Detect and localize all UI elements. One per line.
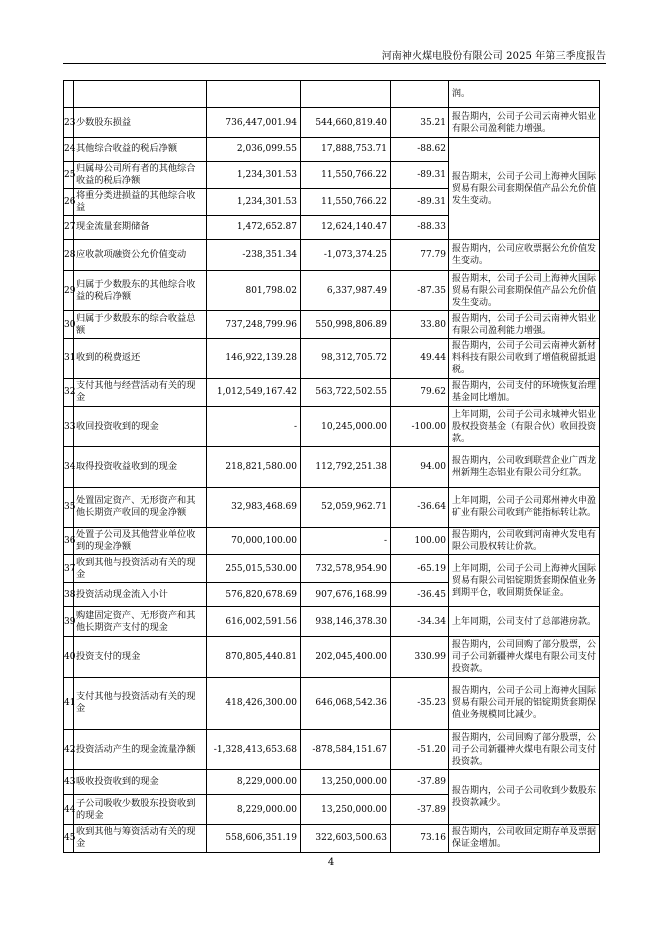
- reason-cell: 报告期内，公司子公司云南神火新材料科技有限公司收到了增值税留抵退税。: [449, 338, 600, 378]
- prior-value-cell: 907,676,168.99: [301, 583, 391, 607]
- item-cell: 投资活动现金流入小计: [74, 583, 207, 607]
- current-value-cell: 576,820,678.69: [207, 583, 301, 607]
- reason-cell: 报告期内，公司收回定期存单及票据保证金增加。: [449, 824, 600, 852]
- row-index: 31: [64, 338, 74, 378]
- current-value-cell: 1,012,549,167.42: [207, 378, 301, 406]
- prior-value-cell: 13,250,000.00: [301, 795, 391, 824]
- financial-change-table: [63, 80, 600, 853]
- prior-value-cell: 550,998,806.89: [301, 311, 391, 338]
- current-value-cell: 146,922,139.28: [207, 338, 301, 378]
- table-row: [64, 138, 600, 161]
- item-cell: 收到其他与投资活动有关的现金: [74, 554, 207, 582]
- prior-value-cell: 563,722,502.55: [301, 378, 391, 406]
- reason-cell: 上年同期，公司子公司永城神火铝业股权投资基金（有限合伙）收回投资款。: [449, 407, 600, 447]
- current-value-cell: 558,606,351.19: [207, 824, 301, 852]
- prior-value-cell: 938,146,378.30: [301, 607, 391, 637]
- table-row: [64, 770, 600, 795]
- reason-cell: 上年同期，公司子公司郑州神火申盈矿业有限公司收到产能指标转让款。: [449, 487, 600, 527]
- prior-value-cell: 52,059,962.71: [301, 487, 391, 527]
- item-cell: 投资支付的现金: [74, 637, 207, 677]
- page-number: 4: [327, 857, 335, 868]
- current-value-cell: 736,447,001.94: [207, 108, 301, 138]
- current-value-cell: 1,234,301.53: [207, 188, 301, 215]
- change-pct-cell: -88.62: [391, 138, 449, 161]
- current-value-cell: 870,805,440.81: [207, 637, 301, 677]
- change-pct-cell: -37.89: [391, 770, 449, 795]
- current-value-cell: 616,002,591.56: [207, 607, 301, 637]
- prior-value-cell: 322,603,500.63: [301, 824, 391, 852]
- reason-cell: 报告期内，公司收到联营企业广西龙州新翔生态铝业有限公司分红款。: [449, 447, 600, 487]
- row-index: [64, 81, 74, 108]
- table-row: [64, 311, 600, 338]
- change-pct-cell: [391, 81, 449, 108]
- change-pct-cell: 79.62: [391, 378, 449, 406]
- item-cell: 取得投资收益收到的现金: [74, 447, 207, 487]
- row-index: 29: [64, 271, 74, 311]
- reason-cell: 报告期内，公司回购了部分股票，公司子公司新疆神火煤电有限公司支付投资款。: [449, 637, 600, 677]
- row-index: 25: [64, 161, 74, 188]
- reason-cell: 报告期内，公司子公司上海神火国际贸易有限公司开展的铝锭期货套期保值业务规模同比减少。: [449, 677, 600, 729]
- item-cell: 将重分类进损益的其他综合收益: [74, 188, 207, 215]
- reason-cell: 报告期末，公司子公司上海神火国际贸易有限公司套期保值产品公允价值发生变动。: [449, 138, 600, 240]
- table-row: [64, 487, 600, 527]
- item-cell: 归属母公司所有者的其他综合收益的税后净额: [74, 161, 207, 188]
- prior-value-cell: 112,792,251.38: [301, 447, 391, 487]
- reason-cell: 润。: [449, 81, 600, 108]
- table-row: [64, 730, 600, 770]
- table-row: [64, 338, 600, 378]
- current-value-cell: 1,234,301.53: [207, 161, 301, 188]
- current-value-cell: 32,983,468.69: [207, 487, 301, 527]
- row-index: 38: [64, 583, 74, 607]
- reason-cell: 上年同期，公司支付了总部港房款。: [449, 607, 600, 637]
- item-cell: 收到其他与筹资活动有关的现金: [74, 824, 207, 852]
- table-row: [64, 108, 600, 138]
- row-index: 37: [64, 554, 74, 582]
- change-pct-cell: -35.23: [391, 677, 449, 729]
- current-value-cell: 218,821,580.00: [207, 447, 301, 487]
- table-row: [64, 607, 600, 637]
- row-index: 34: [64, 447, 74, 487]
- prior-value-cell: 13,250,000.00: [301, 770, 391, 795]
- change-pct-cell: -36.45: [391, 583, 449, 607]
- table-row: [64, 407, 600, 447]
- reason-cell: 报告期内，公司收到河南神火发电有限公司股权转让价款。: [449, 527, 600, 554]
- item-cell: 现金流量套期储备: [74, 215, 207, 239]
- change-pct-cell: -65.19: [391, 554, 449, 582]
- item-cell: 吸收投资收到的现金: [74, 770, 207, 795]
- current-value-cell: 801,798.02: [207, 271, 301, 311]
- header-rule: [63, 63, 606, 64]
- row-index: 44: [64, 795, 74, 824]
- current-value-cell: -1,328,413,653.68: [207, 730, 301, 770]
- row-index: 40: [64, 637, 74, 677]
- reason-cell: 报告期末，公司子公司上海神火国际贸易有限公司套期保值产品公允价值发生变动。: [449, 271, 600, 311]
- row-index: 28: [64, 240, 74, 271]
- row-index: 36: [64, 527, 74, 554]
- prior-value-cell: 98,312,705.72: [301, 338, 391, 378]
- item-cell: [74, 81, 207, 108]
- change-pct-cell: 77.79: [391, 240, 449, 271]
- change-pct-cell: -37.89: [391, 795, 449, 824]
- prior-value-cell: -1,073,374.25: [301, 240, 391, 271]
- table-row: [64, 527, 600, 554]
- prior-value-cell: 10,245,000.00: [301, 407, 391, 447]
- prior-value-cell: [301, 81, 391, 108]
- change-pct-cell: 330.99: [391, 637, 449, 677]
- row-index: 24: [64, 138, 74, 161]
- financial-change-table-wrap: [63, 80, 599, 853]
- prior-value-cell: 544,660,819.40: [301, 108, 391, 138]
- row-index: 42: [64, 730, 74, 770]
- reason-cell: 报告期内，公司应收票据公允价值发生变动。: [449, 240, 600, 271]
- change-pct-cell: -51.20: [391, 730, 449, 770]
- item-cell: 支付其他与投资活动有关的现金: [74, 677, 207, 729]
- row-index: 45: [64, 824, 74, 852]
- item-cell: 收回投资收到的现金: [74, 407, 207, 447]
- table-row: [64, 378, 600, 406]
- current-value-cell: 255,015,530.00: [207, 554, 301, 582]
- prior-value-cell: 17,888,753.71: [301, 138, 391, 161]
- prior-value-cell: 11,550,766.22: [301, 161, 391, 188]
- current-value-cell: 70,000,100.00: [207, 527, 301, 554]
- prior-value-cell: 732,578,954.90: [301, 554, 391, 582]
- change-pct-cell: -100.00: [391, 407, 449, 447]
- item-cell: 归属于少数股东的综合收益总额: [74, 311, 207, 338]
- current-value-cell: 8,229,000.00: [207, 770, 301, 795]
- table-row: [64, 554, 600, 582]
- current-value-cell: 8,229,000.00: [207, 795, 301, 824]
- item-cell: 购建固定资产、无形资产和其他长期资产支付的现金: [74, 607, 207, 637]
- change-pct-cell: 33.80: [391, 311, 449, 338]
- prior-value-cell: 6,337,987.49: [301, 271, 391, 311]
- item-cell: 收到的税费返还: [74, 338, 207, 378]
- change-pct-cell: 35.21: [391, 108, 449, 138]
- row-index: 23: [64, 108, 74, 138]
- row-index: 30: [64, 311, 74, 338]
- change-pct-cell: -88.33: [391, 215, 449, 239]
- row-index: 33: [64, 407, 74, 447]
- change-pct-cell: 73.16: [391, 824, 449, 852]
- item-cell: 子公司吸收少数股东投资收到的现金: [74, 795, 207, 824]
- change-pct-cell: 49.44: [391, 338, 449, 378]
- row-index: 43: [64, 770, 74, 795]
- item-cell: 处置子公司及其他营业单位收到的现金净额: [74, 527, 207, 554]
- reason-cell: 报告期内，公司支付的环境恢复治理基金同比增加。: [449, 378, 600, 406]
- row-index: 39: [64, 607, 74, 637]
- prior-value-cell: 12,624,140.47: [301, 215, 391, 239]
- prior-value-cell: 202,045,400.00: [301, 637, 391, 677]
- current-value-cell: 1,472,652.87: [207, 215, 301, 239]
- table-row: [64, 240, 600, 271]
- current-value-cell: 418,426,300.00: [207, 677, 301, 729]
- row-index: 32: [64, 378, 74, 406]
- change-pct-cell: -87.35: [391, 271, 449, 311]
- change-pct-cell: -36.64: [391, 487, 449, 527]
- current-value-cell: 737,248,799.96: [207, 311, 301, 338]
- row-index: 35: [64, 487, 74, 527]
- reason-cell: 上年同期，公司子公司上海神火国际贸易有限公司铝锭期货套期保值业务到期平仓，收回期货保证金。: [449, 554, 600, 606]
- table-row: [64, 824, 600, 852]
- reason-cell: 报告期内，公司子公司云南神火铝业有限公司盈利能力增强。: [449, 311, 600, 338]
- current-value-cell: -238,351.34: [207, 240, 301, 271]
- prior-value-cell: 646,068,542.36: [301, 677, 391, 729]
- reason-cell: 报告期内，公司子公司收到少数股东投资款减少。: [449, 770, 600, 824]
- prior-value-cell: -878,584,151.67: [301, 730, 391, 770]
- table-row-top: [64, 81, 600, 108]
- prior-value-cell: 11,550,766.22: [301, 188, 391, 215]
- item-cell: 处置固定资产、无形资产和其他长期资产收回的现金净额: [74, 487, 207, 527]
- item-cell: 其他综合收益的税后净额: [74, 138, 207, 161]
- table-row: [64, 677, 600, 729]
- current-value-cell: 2,036,099.55: [207, 138, 301, 161]
- reason-cell: 报告期内，公司回购了部分股票，公司子公司新疆神火煤电有限公司支付投资款。: [449, 730, 600, 770]
- table-row: [64, 447, 600, 487]
- current-value-cell: [207, 81, 301, 108]
- item-cell: 投资活动产生的现金流量净额: [74, 730, 207, 770]
- row-index: 26: [64, 188, 74, 215]
- current-value-cell: -: [207, 407, 301, 447]
- item-cell: 应收款项融资公允价值变动: [74, 240, 207, 271]
- row-index: 41: [64, 677, 74, 729]
- change-pct-cell: -89.31: [391, 188, 449, 215]
- change-pct-cell: -34.34: [391, 607, 449, 637]
- reason-cell: 报告期内，公司子公司云南神火铝业有限公司盈利能力增强。: [449, 108, 600, 138]
- change-pct-cell: 94.00: [391, 447, 449, 487]
- item-cell: 支付其他与经营活动有关的现金: [74, 378, 207, 406]
- row-index: 27: [64, 215, 74, 239]
- page-header-title: 河南神火煤电股份有限公司 2025 年第三季度报告: [381, 51, 606, 62]
- item-cell: 归属于少数股东的其他综合收益的税后净额: [74, 271, 207, 311]
- prior-value-cell: -: [301, 527, 391, 554]
- item-cell: 少数股东损益: [74, 108, 207, 138]
- table-row: [64, 271, 600, 311]
- change-pct-cell: 100.00: [391, 527, 449, 554]
- table-row: [64, 637, 600, 677]
- change-pct-cell: -89.31: [391, 161, 449, 188]
